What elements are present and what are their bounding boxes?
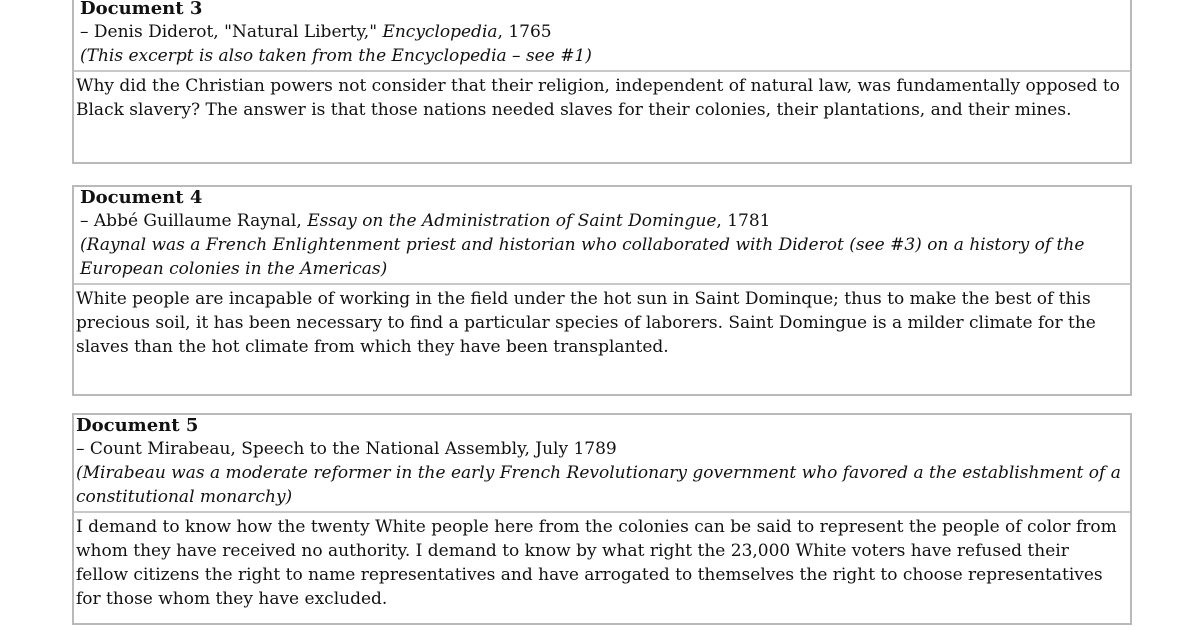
document-header: [74, 0, 1130, 72]
document-title: Document 3: [80, 0, 203, 19]
attribution-author: – Denis Diderot, "Natural Liberty,": [80, 22, 383, 42]
document-note: (Mirabeau was a moderate reformer in the early French Revolutionary government who favored a the establishment of a constitutional monarchy): [76, 463, 1121, 507]
document-5-box: [72, 413, 1132, 625]
attribution-author: – Abbé Guillaume Raynal,: [80, 211, 308, 231]
document-note: (Raynal was a French Enlightenment priest and historian who collaborated with Diderot (see #3) on a history of the European colonies in the Americas): [80, 235, 1085, 279]
attribution-work: Encyclopedia: [382, 22, 498, 42]
document-attribution: [76, 437, 1124, 461]
document-4-box: [72, 185, 1132, 396]
document-note: (This excerpt is also taken from the Encyclopedia – see #1): [80, 46, 592, 66]
attribution-date: , 1781: [716, 211, 771, 231]
document-excerpt: Why did the Christian powers not consider that their religion, independent of natural law, was fundamentally opposed to Black slavery? The answer is that those nations needed slaves for their colonies, their plantations, and their mines.: [76, 76, 1120, 120]
document-3-box: [72, 0, 1132, 164]
attribution-author: – Count Mirabeau, Speech to the National Assembly, July 1789: [76, 439, 617, 459]
document-excerpt: White people are incapable of working in the field under the hot sun in Saint Dominque; thus to make the best of this precious soil, it has been necessary to find a particular species of laborers. Saint Domingue is a milder climate for the slaves than the hot climate from which they have been transplanted.: [76, 289, 1096, 357]
document-excerpt: I demand to know how the twenty White people here from the colonies can be said to represent the people of color from whom they have received no authority. I demand to know by what right the 23,000 White voters have refused their fellow citizens the right to name representatives and have arrogated to themselves the right to choose representatives for those whom they have excluded.: [76, 517, 1117, 609]
document-attribution: [80, 209, 1124, 233]
document-body: [74, 285, 1130, 363]
document-title: Document 4: [80, 187, 203, 208]
document-header: [74, 187, 1130, 285]
document-header: [74, 415, 1130, 513]
document-body: [74, 72, 1130, 126]
document-attribution: [80, 20, 1124, 44]
document-title: Document 5: [76, 415, 199, 436]
attribution-date: , 1765: [497, 22, 552, 42]
document-body: [74, 513, 1130, 615]
attribution-work: Essay on the Administration of Saint Domingue: [307, 211, 717, 231]
